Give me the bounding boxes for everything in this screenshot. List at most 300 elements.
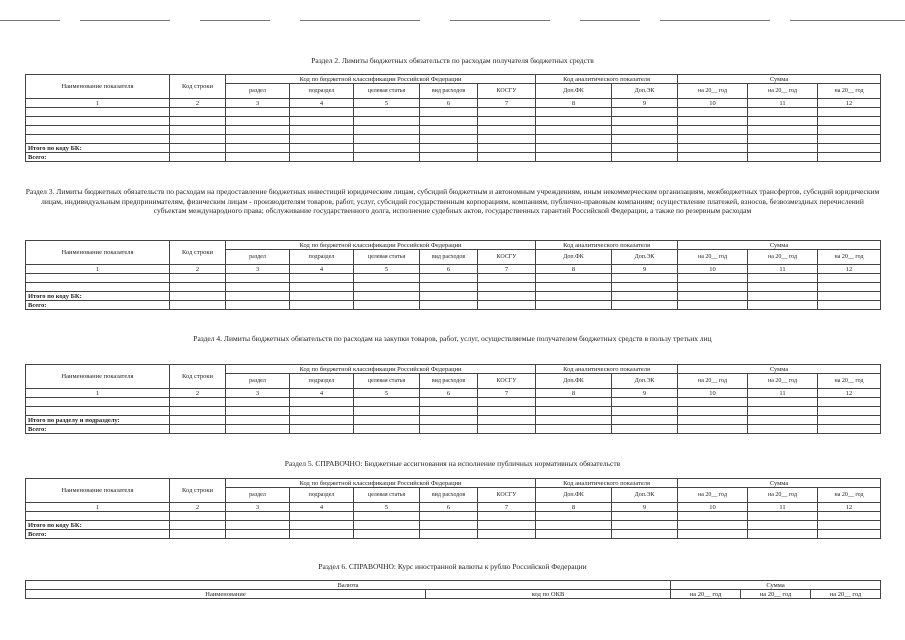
table-row	[26, 135, 881, 144]
year-3-header: на 20__ год	[818, 250, 881, 265]
empty-cell	[290, 425, 354, 434]
empty-cell	[354, 126, 420, 135]
empty-cell	[818, 117, 881, 126]
empty-cell	[226, 512, 290, 521]
empty-cell	[170, 301, 226, 310]
section-5-table	[25, 478, 881, 539]
empty-cell	[818, 126, 881, 135]
empty-cell	[818, 416, 881, 425]
section-5-title: Раздел 5. СПРАВОЧНО: Бюджетные ассигнования на исполнение публичных нормативных обязательств	[284, 459, 621, 468]
empty-cell	[612, 425, 678, 434]
year-2-header: на 20__ год	[748, 250, 818, 265]
grand-total-label: Всего:	[26, 301, 170, 310]
empty-cell	[818, 292, 881, 301]
empty-cell	[612, 135, 678, 144]
empty-cell	[818, 301, 881, 310]
empty-cell	[536, 407, 612, 416]
empty-cell	[818, 521, 881, 530]
column-number: 2	[170, 99, 226, 108]
empty-cell	[818, 425, 881, 434]
empty-cell	[420, 425, 478, 434]
row-code-header: Код строки	[170, 241, 226, 265]
empty-cell	[170, 398, 226, 407]
empty-cell	[818, 108, 881, 117]
empty-cell	[170, 108, 226, 117]
kosgu-header: КОСГУ	[478, 374, 536, 389]
empty-cell	[536, 292, 612, 301]
empty-cell	[612, 126, 678, 135]
total-label: Итого по разделу и подразделу:	[26, 416, 170, 425]
empty-cell	[354, 425, 420, 434]
empty-cell	[290, 108, 354, 117]
empty-cell	[226, 425, 290, 434]
column-number: 7	[478, 99, 536, 108]
empty-cell	[26, 512, 170, 521]
sum-header: Сумма	[678, 75, 881, 84]
empty-cell	[678, 398, 748, 407]
empty-cell	[290, 283, 354, 292]
empty-cell	[536, 135, 612, 144]
empty-cell	[290, 521, 354, 530]
empty-cell	[226, 301, 290, 310]
dop-ek-header: Доп.ЭК	[612, 488, 678, 503]
empty-cell	[354, 135, 420, 144]
year-1-header: на 20__ год	[678, 250, 748, 265]
empty-cell	[226, 274, 290, 283]
empty-cell	[748, 274, 818, 283]
empty-cell	[26, 407, 170, 416]
year-2-header: на 20__ год	[748, 84, 818, 99]
empty-cell	[678, 274, 748, 283]
total-label: Итого по коду БК:	[26, 144, 170, 153]
empty-cell	[748, 283, 818, 292]
empty-cell	[420, 407, 478, 416]
empty-cell	[226, 283, 290, 292]
column-number: 7	[478, 503, 536, 512]
column-number: 11	[748, 389, 818, 398]
empty-cell	[354, 292, 420, 301]
empty-cell	[170, 283, 226, 292]
currency-header: Валюта	[26, 581, 671, 590]
row-code-header: Код строки	[170, 479, 226, 503]
name-header: Наименование показателя	[26, 75, 170, 99]
dop-ek-header: Доп.ЭК	[612, 250, 678, 265]
empty-cell	[678, 108, 748, 117]
empty-cell	[226, 153, 290, 162]
column-number: 4	[290, 389, 354, 398]
empty-cell	[478, 398, 536, 407]
empty-cell	[478, 135, 536, 144]
empty-cell	[678, 144, 748, 153]
empty-cell	[478, 530, 536, 539]
column-number: 1	[26, 265, 170, 274]
empty-cell	[536, 117, 612, 126]
name-header: Наименование показателя	[26, 365, 170, 389]
analytic-code-header: Код аналитического показателя	[536, 479, 678, 488]
empty-cell	[170, 144, 226, 153]
empty-cell	[420, 530, 478, 539]
name-header: Наименование показателя	[26, 241, 170, 265]
column-number: 12	[818, 99, 881, 108]
bk-code-header: Код по бюджетной классификации Российской Федерации	[226, 365, 536, 374]
empty-cell	[678, 425, 748, 434]
empty-cell	[612, 153, 678, 162]
empty-cell	[420, 126, 478, 135]
empty-cell	[748, 108, 818, 117]
column-number: 1	[26, 503, 170, 512]
empty-cell	[612, 283, 678, 292]
empty-cell	[748, 530, 818, 539]
empty-cell	[748, 521, 818, 530]
grand-total-label: Всего:	[26, 425, 170, 434]
analytic-code-header: Код аналитического показателя	[536, 241, 678, 250]
empty-cell	[420, 135, 478, 144]
empty-cell	[478, 521, 536, 530]
empty-cell	[290, 117, 354, 126]
name-header: Наименование показателя	[26, 479, 170, 503]
empty-cell	[536, 153, 612, 162]
empty-cell	[612, 512, 678, 521]
empty-cell	[678, 283, 748, 292]
sum-header: Сумма	[678, 365, 881, 374]
bk-code-header: Код по бюджетной классификации Российской Федерации	[226, 479, 536, 488]
column-number: 10	[678, 265, 748, 274]
table-row	[26, 274, 881, 283]
section-2-title: Раздел 2. Лимиты бюджетных обязательств по расходам получателя бюджетных средств	[311, 56, 594, 65]
dop-fk-header: Доп.ФК	[536, 374, 612, 389]
empty-cell	[420, 153, 478, 162]
empty-cell	[26, 283, 170, 292]
empty-cell	[290, 274, 354, 283]
empty-cell	[678, 292, 748, 301]
column-number: 12	[818, 503, 881, 512]
kosgu-header: КОСГУ	[478, 250, 536, 265]
empty-cell	[536, 283, 612, 292]
dop-fk-header: Доп.ФК	[536, 488, 612, 503]
expense-type-header: вид расходов	[420, 488, 478, 503]
column-number: 10	[678, 389, 748, 398]
year-2-header: на 20__ год	[741, 590, 811, 599]
empty-cell	[26, 126, 170, 135]
dop-fk-header: Доп.ФК	[536, 250, 612, 265]
column-number: 5	[354, 503, 420, 512]
empty-cell	[170, 274, 226, 283]
section-4-title: Раздел 4. Лимиты бюджетных обязательств по расходам на закупки товаров, работ, услуг, осуществляемые получателем бюджетных средств в пользу третьих лиц	[193, 334, 712, 343]
empty-cell	[354, 144, 420, 153]
dop-ek-header: Доп.ЭК	[612, 374, 678, 389]
empty-cell	[678, 521, 748, 530]
top-scan-line	[0, 18, 905, 24]
table-row	[26, 283, 881, 292]
column-number: 6	[420, 265, 478, 274]
podrazdel-header: подраздел	[290, 84, 354, 99]
column-number: 10	[678, 503, 748, 512]
column-number: 12	[818, 389, 881, 398]
empty-cell	[354, 521, 420, 530]
empty-cell	[290, 153, 354, 162]
column-number: 8	[536, 99, 612, 108]
column-number: 6	[420, 99, 478, 108]
empty-cell	[748, 135, 818, 144]
sum-header: Сумма	[671, 581, 881, 590]
empty-cell	[818, 153, 881, 162]
target-article-header: целевая статья	[354, 84, 420, 99]
razdel-header: раздел	[226, 250, 290, 265]
empty-cell	[354, 416, 420, 425]
empty-cell	[612, 416, 678, 425]
column-number: 11	[748, 503, 818, 512]
razdel-header: раздел	[226, 374, 290, 389]
column-number: 7	[478, 265, 536, 274]
column-number: 11	[748, 265, 818, 274]
empty-cell	[478, 126, 536, 135]
column-number: 2	[170, 389, 226, 398]
empty-cell	[536, 416, 612, 425]
podrazdel-header: подраздел	[290, 250, 354, 265]
expense-type-header: вид расходов	[420, 84, 478, 99]
empty-cell	[612, 274, 678, 283]
empty-cell	[170, 425, 226, 434]
empty-cell	[748, 416, 818, 425]
sum-header: Сумма	[678, 479, 881, 488]
empty-cell	[536, 144, 612, 153]
column-number: 3	[226, 389, 290, 398]
empty-cell	[678, 301, 748, 310]
empty-cell	[354, 398, 420, 407]
empty-cell	[478, 301, 536, 310]
empty-cell	[290, 126, 354, 135]
empty-cell	[226, 135, 290, 144]
empty-cell	[26, 398, 170, 407]
empty-cell	[26, 135, 170, 144]
column-number: 6	[420, 503, 478, 512]
empty-cell	[420, 512, 478, 521]
empty-cell	[420, 416, 478, 425]
empty-cell	[354, 117, 420, 126]
empty-cell	[748, 117, 818, 126]
empty-cell	[818, 530, 881, 539]
column-number: 8	[536, 503, 612, 512]
year-3-header: на 20__ год	[811, 590, 881, 599]
empty-cell	[478, 292, 536, 301]
empty-cell	[478, 108, 536, 117]
total-label: Итого по коду БК:	[26, 521, 170, 530]
empty-cell	[26, 117, 170, 126]
empty-cell	[290, 144, 354, 153]
empty-cell	[678, 153, 748, 162]
column-number: 2	[170, 503, 226, 512]
empty-cell	[678, 512, 748, 521]
empty-cell	[226, 108, 290, 117]
column-number: 9	[612, 265, 678, 274]
empty-cell	[612, 117, 678, 126]
column-number: 1	[26, 99, 170, 108]
empty-cell	[818, 274, 881, 283]
column-number: 6	[420, 389, 478, 398]
column-number: 11	[748, 99, 818, 108]
empty-cell	[420, 301, 478, 310]
section-3-table	[25, 240, 881, 310]
empty-cell	[420, 117, 478, 126]
empty-cell	[678, 530, 748, 539]
row-code-header: Код строки	[170, 365, 226, 389]
empty-cell	[26, 108, 170, 117]
analytic-code-header: Код аналитического показателя	[536, 365, 678, 374]
empty-cell	[678, 135, 748, 144]
empty-cell	[170, 135, 226, 144]
empty-cell	[420, 108, 478, 117]
empty-cell	[818, 135, 881, 144]
empty-cell	[354, 153, 420, 162]
empty-cell	[536, 425, 612, 434]
empty-cell	[354, 407, 420, 416]
total-label: Итого по коду БК:	[26, 292, 170, 301]
empty-cell	[226, 117, 290, 126]
empty-cell	[478, 407, 536, 416]
section-6-table	[25, 580, 881, 599]
empty-cell	[748, 301, 818, 310]
column-number: 4	[290, 99, 354, 108]
empty-cell	[536, 301, 612, 310]
empty-cell	[354, 274, 420, 283]
empty-cell	[290, 301, 354, 310]
target-article-header: целевая статья	[354, 374, 420, 389]
empty-cell	[290, 530, 354, 539]
empty-cell	[612, 521, 678, 530]
column-number: 1	[26, 389, 170, 398]
year-1-header: на 20__ год	[678, 84, 748, 99]
empty-cell	[226, 144, 290, 153]
column-number: 12	[818, 265, 881, 274]
bk-code-header: Код по бюджетной классификации Российской Федерации	[226, 241, 536, 250]
empty-cell	[612, 301, 678, 310]
kosgu-header: КОСГУ	[478, 488, 536, 503]
table-row	[26, 398, 881, 407]
empty-cell	[818, 144, 881, 153]
empty-cell	[478, 283, 536, 292]
empty-cell	[536, 398, 612, 407]
table-row	[26, 108, 881, 117]
year-3-header: на 20__ год	[818, 84, 881, 99]
column-number: 4	[290, 503, 354, 512]
empty-cell	[170, 292, 226, 301]
empty-cell	[612, 530, 678, 539]
sum-header: Сумма	[678, 241, 881, 250]
expense-type-header: вид расходов	[420, 250, 478, 265]
column-number: 10	[678, 99, 748, 108]
empty-cell	[354, 283, 420, 292]
currency-name-header: Наименование	[26, 590, 426, 599]
empty-cell	[748, 292, 818, 301]
razdel-header: раздел	[226, 84, 290, 99]
okv-code-header: код по ОКВ	[426, 590, 671, 599]
column-number: 9	[612, 99, 678, 108]
empty-cell	[290, 292, 354, 301]
dop-ek-header: Доп.ЭК	[612, 84, 678, 99]
column-number: 4	[290, 265, 354, 274]
empty-cell	[748, 407, 818, 416]
empty-cell	[612, 407, 678, 416]
empty-cell	[290, 416, 354, 425]
empty-cell	[226, 521, 290, 530]
empty-cell	[354, 530, 420, 539]
table-row	[26, 512, 881, 521]
empty-cell	[536, 521, 612, 530]
column-number: 5	[354, 265, 420, 274]
target-article-header: целевая статья	[354, 250, 420, 265]
year-3-header: на 20__ год	[818, 488, 881, 503]
year-3-header: на 20__ год	[818, 374, 881, 389]
empty-cell	[26, 274, 170, 283]
empty-cell	[612, 398, 678, 407]
empty-cell	[170, 153, 226, 162]
kosgu-header: КОСГУ	[478, 84, 536, 99]
empty-cell	[170, 117, 226, 126]
podrazdel-header: подраздел	[290, 374, 354, 389]
empty-cell	[536, 512, 612, 521]
empty-cell	[170, 126, 226, 135]
year-2-header: на 20__ год	[748, 488, 818, 503]
empty-cell	[478, 274, 536, 283]
empty-cell	[226, 530, 290, 539]
grand-total-label: Всего:	[26, 530, 170, 539]
empty-cell	[290, 398, 354, 407]
column-number: 3	[226, 265, 290, 274]
empty-cell	[478, 416, 536, 425]
column-number: 9	[612, 389, 678, 398]
empty-cell	[478, 425, 536, 434]
year-2-header: на 20__ год	[748, 374, 818, 389]
empty-cell	[170, 530, 226, 539]
grand-total-label: Всего:	[26, 153, 170, 162]
empty-cell	[170, 416, 226, 425]
empty-cell	[290, 407, 354, 416]
empty-cell	[354, 301, 420, 310]
empty-cell	[420, 144, 478, 153]
expense-type-header: вид расходов	[420, 374, 478, 389]
empty-cell	[612, 144, 678, 153]
column-number: 8	[536, 265, 612, 274]
empty-cell	[290, 512, 354, 521]
empty-cell	[536, 274, 612, 283]
year-1-header: на 20__ год	[678, 488, 748, 503]
empty-cell	[226, 407, 290, 416]
razdel-header: раздел	[226, 488, 290, 503]
empty-cell	[420, 292, 478, 301]
empty-cell	[354, 512, 420, 521]
empty-cell	[420, 274, 478, 283]
year-1-header: на 20__ год	[671, 590, 741, 599]
column-number: 5	[354, 99, 420, 108]
empty-cell	[536, 126, 612, 135]
empty-cell	[818, 407, 881, 416]
empty-cell	[478, 117, 536, 126]
column-number: 3	[226, 503, 290, 512]
dop-fk-header: Доп.ФК	[536, 84, 612, 99]
empty-cell	[170, 512, 226, 521]
bk-code-header: Код по бюджетной классификации Российской Федерации	[226, 75, 536, 84]
section-3-title: Раздел 3. Лимиты бюджетных обязательств по расходам на предоставление бюджетных инвестиций юридическим лицам, субсидий бюджетным и автономным учреждениям, иным некоммерческим организациям, межбюджетных трансфертов, субсидий юридическим лицам, индивидуальным предпринимателям, физическим лицам - производителям товаров, работ, услуг, субсидий государственным корпорациям, компаниям, публично-правовым компаниям; осуществление платежей, взносов, безвозмездных перечислений субъектам международного права; обслуживание государственного долга, исполнение судебных актов, государственных гарантий Российской Федерации, а также по резервным расходам	[25, 187, 880, 215]
table-row	[26, 117, 881, 126]
section-6-title: Раздел 6. СПРАВОЧНО: Курс иностранной валюты к рублю Российской Федерации	[318, 562, 587, 571]
empty-cell	[420, 521, 478, 530]
empty-cell	[818, 398, 881, 407]
empty-cell	[678, 416, 748, 425]
empty-cell	[748, 425, 818, 434]
empty-cell	[536, 108, 612, 117]
empty-cell	[290, 135, 354, 144]
column-number: 2	[170, 265, 226, 274]
